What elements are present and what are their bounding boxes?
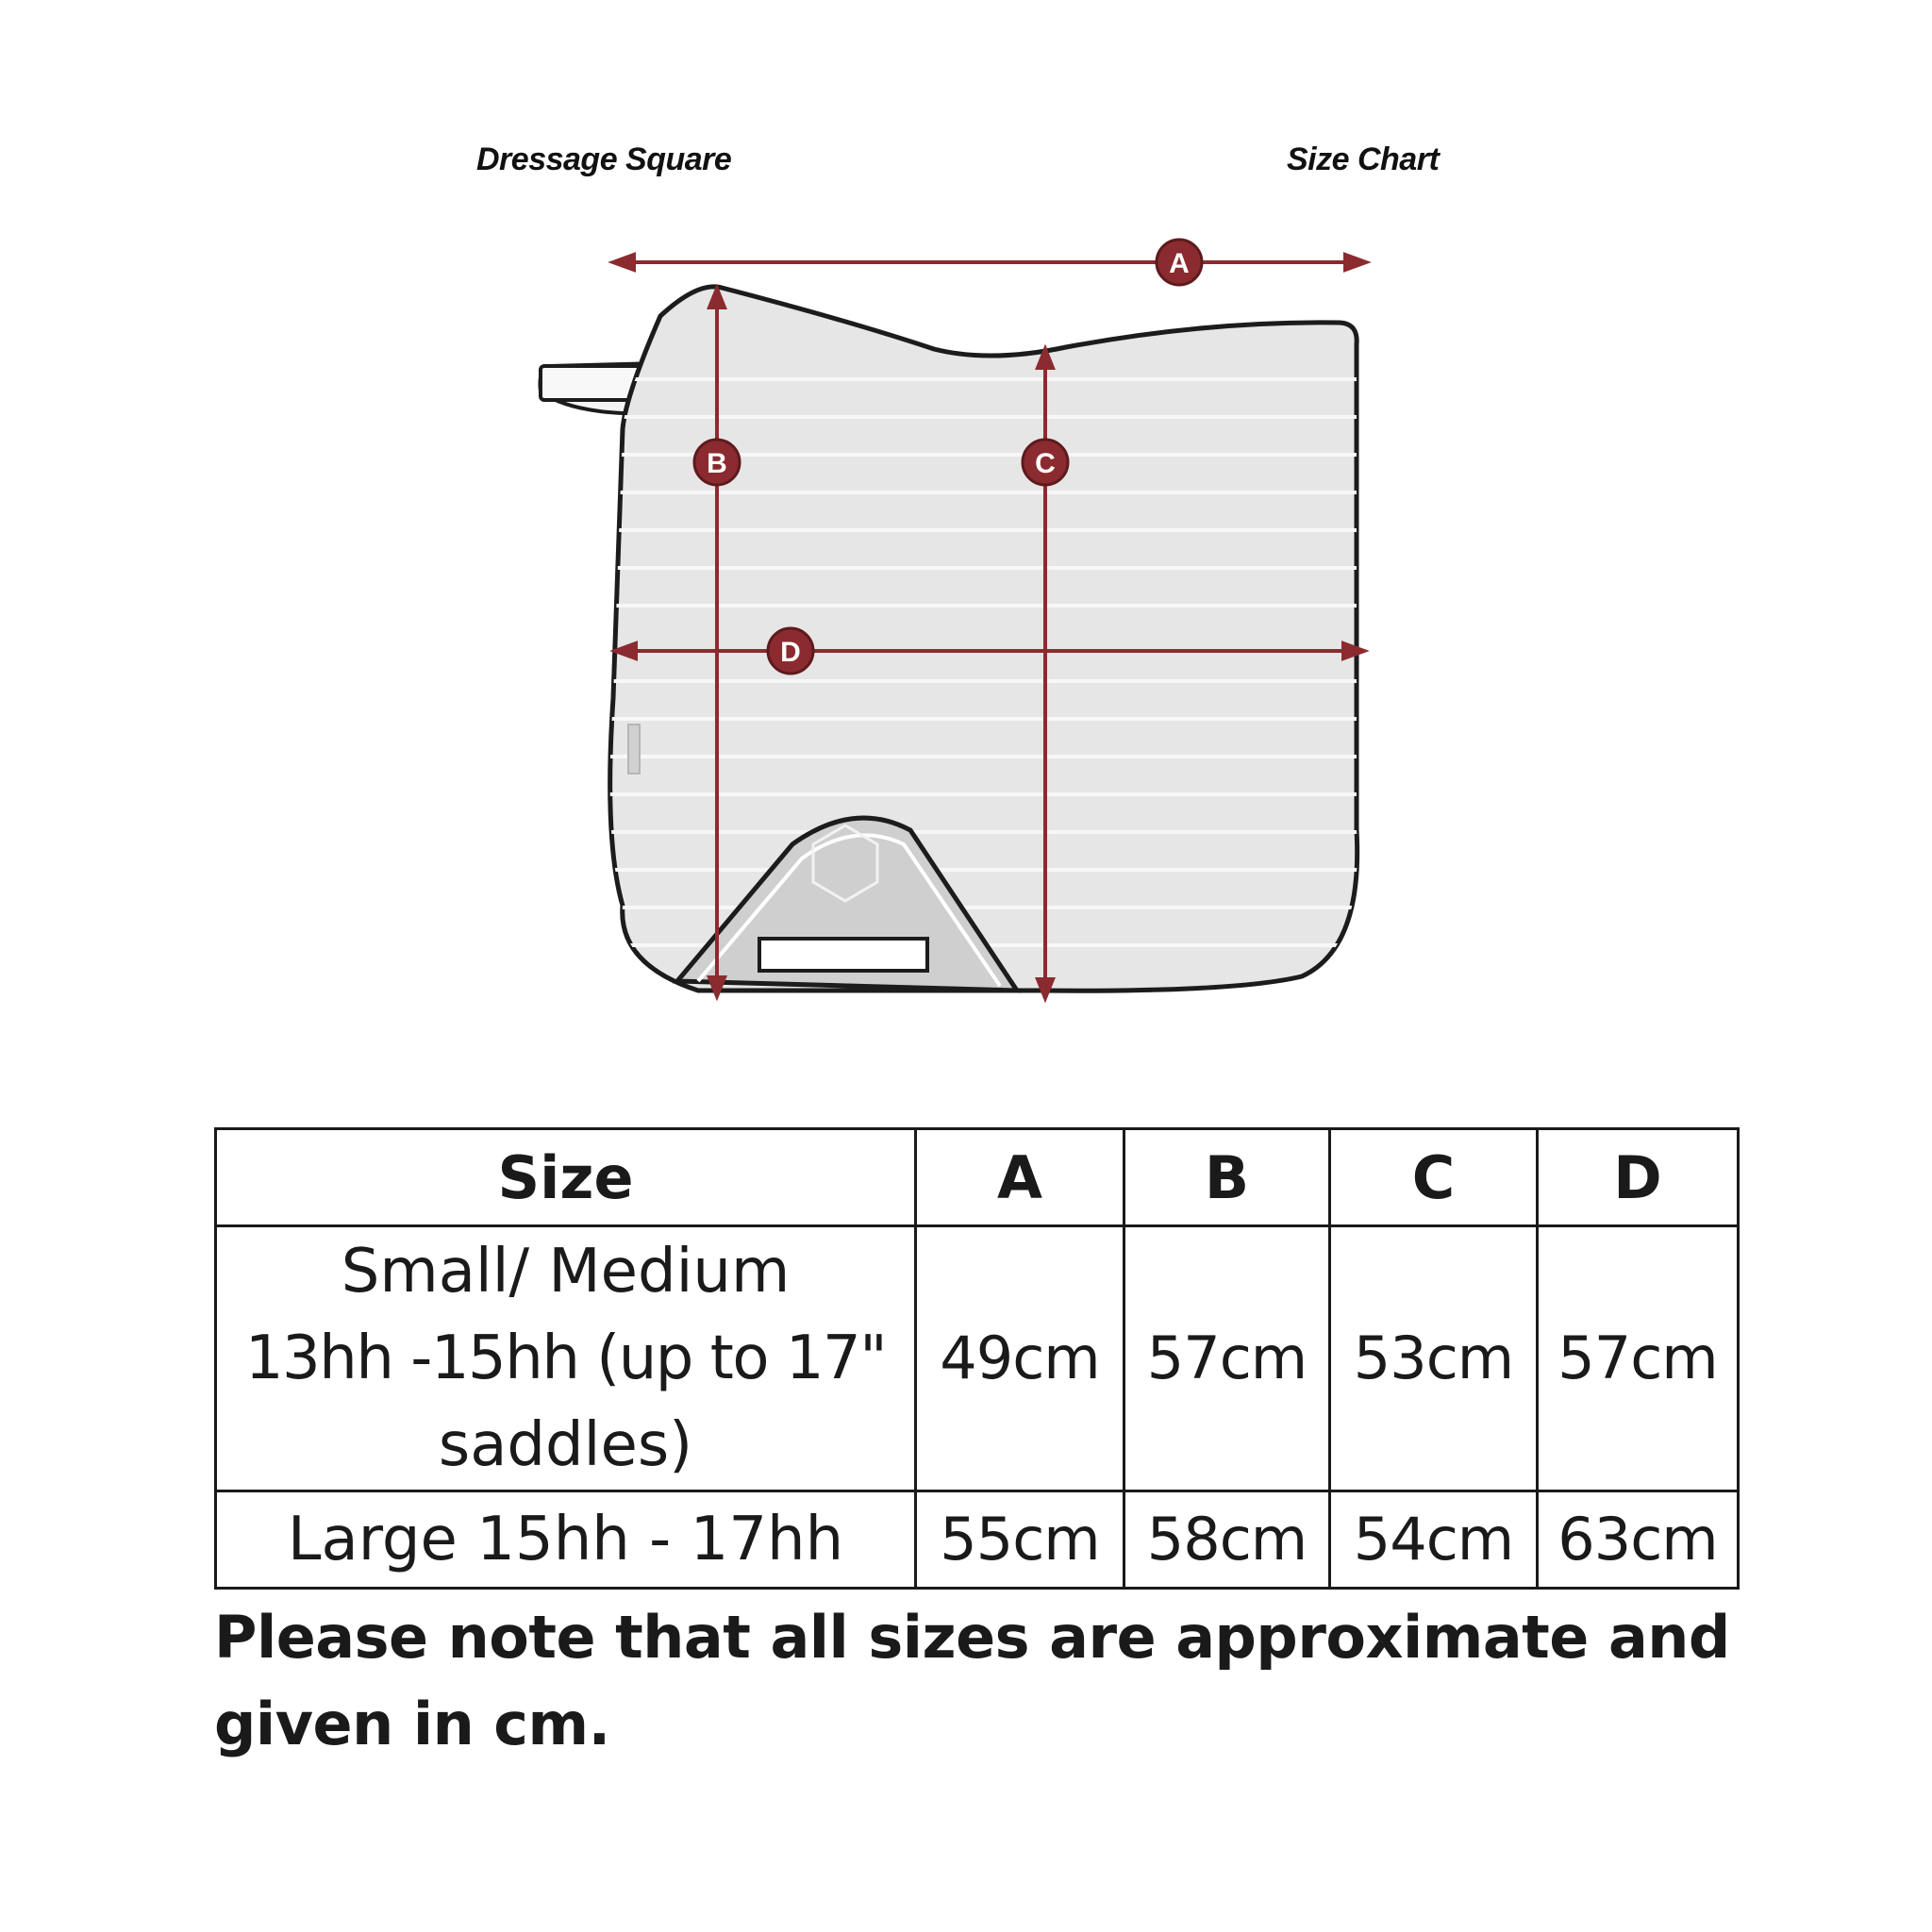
value-c: 54cm bbox=[1330, 1491, 1538, 1589]
measure-d-label: D bbox=[780, 637, 801, 668]
table-header-row bbox=[216, 1129, 1739, 1226]
value-a: 55cm bbox=[916, 1491, 1124, 1589]
measure-a-label: A bbox=[1169, 248, 1190, 279]
spine-patch-label bbox=[759, 939, 927, 971]
header-c: C bbox=[1330, 1129, 1538, 1226]
table-row bbox=[216, 1226, 1739, 1491]
table-row bbox=[216, 1491, 1739, 1589]
header-a: A bbox=[916, 1129, 1124, 1226]
pad-side-label bbox=[628, 724, 640, 774]
value-b: 58cm bbox=[1124, 1491, 1330, 1589]
size-line: 13hh -15hh (up to 17" bbox=[244, 1324, 887, 1393]
header-b: B bbox=[1124, 1129, 1330, 1226]
measure-b-marker bbox=[694, 440, 740, 485]
value-a: 49cm bbox=[916, 1226, 1124, 1491]
size-table bbox=[214, 1127, 1740, 1590]
diagram-title-right: Size Chart bbox=[1287, 142, 1440, 177]
measure-c-marker bbox=[1023, 440, 1068, 485]
measure-d-marker bbox=[768, 628, 813, 674]
value-c: 53cm bbox=[1330, 1226, 1538, 1491]
header-d: D bbox=[1538, 1129, 1739, 1226]
value-d: 57cm bbox=[1538, 1226, 1739, 1491]
measure-b-label: B bbox=[707, 448, 727, 479]
size-cell: Large 15hh - 17hh bbox=[216, 1491, 916, 1589]
diagram-title-left: Dressage Square bbox=[476, 142, 732, 177]
size-line: Small/ Medium bbox=[341, 1237, 791, 1307]
size-cell bbox=[216, 1226, 916, 1491]
header-size: Size bbox=[216, 1129, 916, 1226]
footnote: Please note that all sizes are approximate and given in cm. bbox=[214, 1603, 1730, 1758]
measure-a-marker bbox=[1157, 240, 1202, 285]
measure-c-label: C bbox=[1035, 448, 1056, 479]
size-line: saddles) bbox=[438, 1410, 693, 1480]
value-b: 57cm bbox=[1124, 1226, 1330, 1491]
saddle-pad-body bbox=[610, 287, 1357, 991]
value-d: 63cm bbox=[1538, 1491, 1739, 1589]
